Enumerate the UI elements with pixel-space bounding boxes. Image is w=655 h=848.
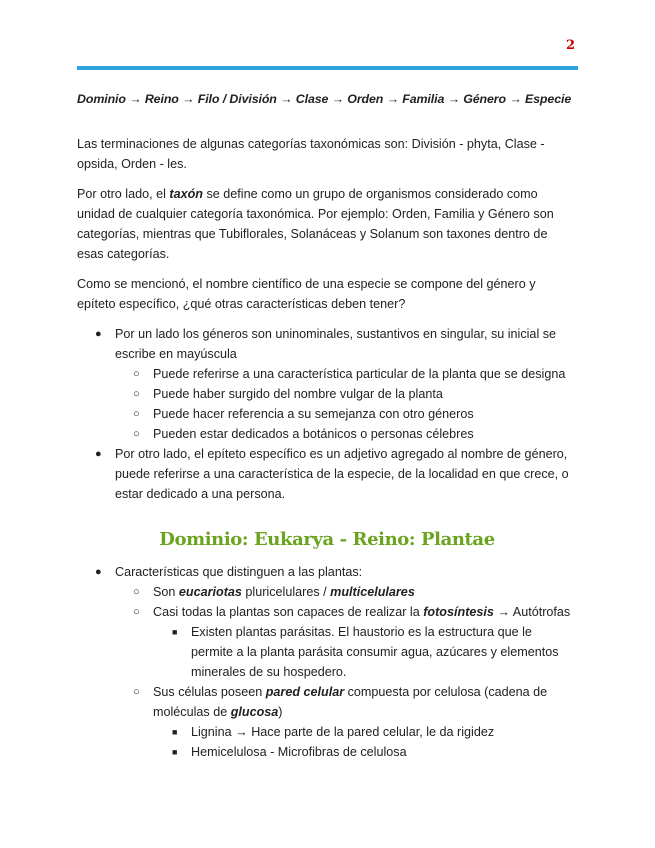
list-item-text: Pueden estar dedicados a botánicos o personas célebres	[153, 427, 474, 441]
bullet-circle: ○	[133, 686, 140, 698]
text-run: Por otro lado, el	[77, 187, 170, 201]
term-pared-celular: pared celular	[265, 685, 345, 699]
section-heading: Dominio: Eukarya - Reino: Plantae	[159, 529, 495, 550]
list-item	[77, 622, 577, 682]
paragraph-question: Como se mencionó, el nombre científico de una especie se compone del género y epíteto específico, ¿qué otras características deben tener?	[77, 277, 536, 311]
bullet-dot: ●	[95, 448, 102, 460]
term-glucosa: glucosa	[230, 705, 279, 719]
bullet-circle: ○	[133, 606, 140, 618]
bullet-circle: ○	[133, 408, 140, 420]
list-item-text: Por un lado los géneros son uninominales, sustantivos en singular, su inicial se escribe en mayúscula	[115, 327, 557, 361]
naming-rules-list	[77, 324, 577, 504]
list-item	[77, 602, 577, 622]
bullet-square: ■	[172, 747, 178, 757]
text-run: se define como un grupo de organismos considerado como unidad de cualquier categoría taxonómica. Por ejemplo: Orden, Familia y Género son categorías, mientras que Tubiflorales, Solanáceas y Solanum son taxones dentro de esas categorías.	[77, 187, 554, 261]
plant-characteristics-list	[77, 562, 577, 762]
list-item-text: Lignina → Hace parte de la pared celular, le da rigidez	[191, 725, 495, 739]
bullet-circle: ○	[133, 388, 140, 400]
list-item-text: Hemicelulosa - Microfibras de celulosa	[191, 745, 407, 759]
page-number: 2	[566, 38, 576, 53]
list-item	[77, 384, 577, 404]
term-eucariotas: eucariotas	[178, 585, 242, 599]
list-item-text: Puede haber surgido del nombre vulgar de la planta	[153, 387, 443, 401]
bullet-circle: ○	[133, 428, 140, 440]
bullet-square: ■	[172, 627, 178, 637]
header-rule	[77, 66, 578, 70]
list-item	[77, 742, 577, 762]
list-item	[77, 444, 577, 504]
bullet-dot: ●	[95, 566, 102, 578]
list-item	[77, 424, 577, 444]
list-item	[77, 722, 577, 742]
text-run: compuesta por celulosa (cadena de moléculas de	[153, 685, 548, 719]
list-item	[77, 582, 577, 602]
list-item-text: Puede hacer referencia a su semejanza con otro géneros	[153, 407, 474, 421]
list-item	[77, 364, 577, 384]
paragraph-taxon	[77, 184, 577, 264]
document-body	[77, 89, 577, 762]
bullet-dot: ●	[95, 328, 102, 340]
bullet-circle: ○	[133, 586, 140, 598]
text-run: Son	[153, 585, 179, 599]
term-multicelulares: multicelulares	[330, 585, 415, 599]
text-run: Sus células poseen	[153, 685, 266, 699]
list-item	[77, 324, 577, 364]
list-item	[77, 682, 577, 722]
list-item-text: Por otro lado, el epíteto específico es un adjetivo agregado al nombre de género, puede referirse a una característica de la especie, de la localidad en que crece, o estar dedicado a una persona.	[115, 447, 569, 501]
taxonomic-hierarchy: Dominio → Reino → Filo / División → Clase → Orden → Familia → Género → Especie	[77, 92, 572, 106]
list-item-text: Existen plantas parásitas. El haustorio es la estructura que le permite a la planta parásita consumir agua, azúcares y elementos minerales de su hospedero.	[191, 625, 559, 679]
text-run: pluricelulares /	[241, 585, 331, 599]
term-fotosintesis: fotosíntesis	[423, 605, 494, 619]
text-run: → Autótrofas	[493, 605, 571, 619]
text-run: Casi todas la plantas son capaces de realizar la	[153, 605, 424, 619]
bullet-square: ■	[172, 727, 178, 737]
list-item	[77, 562, 577, 582]
list-item-text: Puede referirse a una característica particular de la planta que se designa	[153, 367, 566, 381]
text-run: )	[278, 705, 283, 719]
list-item-text: Características que distinguen a las plantas:	[115, 565, 363, 579]
term-taxon: taxón	[169, 187, 203, 201]
paragraph-terminations: Las terminaciones de algunas categorías taxonómicas son: División - phyta, Clase - opsida, Orden - les.	[77, 137, 545, 171]
list-item	[77, 404, 577, 424]
bullet-circle: ○	[133, 368, 140, 380]
